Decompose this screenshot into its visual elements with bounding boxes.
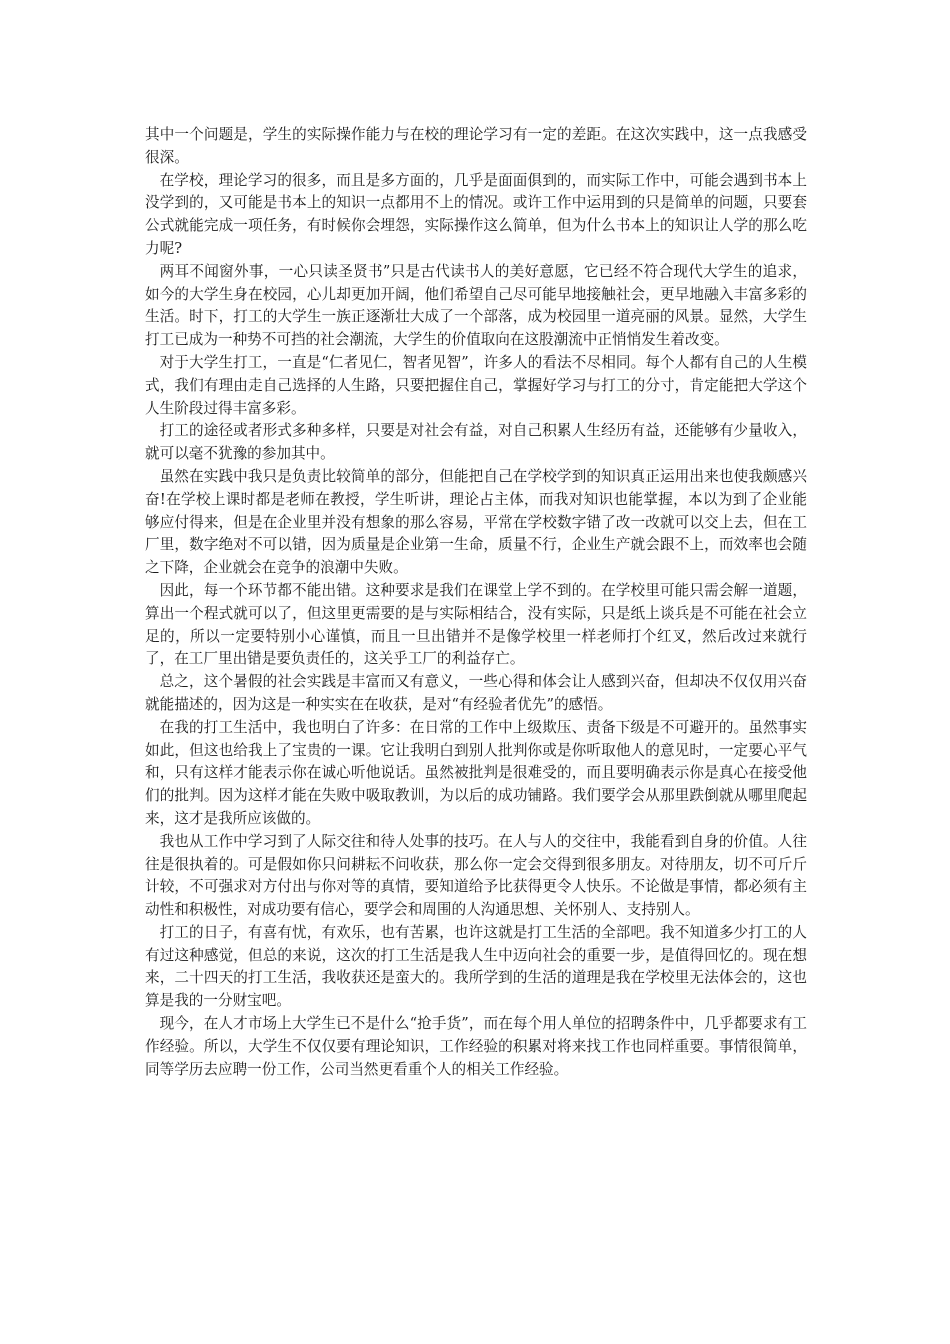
paragraph-6: 虽然在实践中我只是负责比较简单的部分，但能把自己在学校学到的知识真正运用出来也使我颇感兴奋!在学校上课时都是老师在教授，学生听讲，理论占主体，而我对知识也能掌握，本以为到了企业能够应付得来，但是在企业里并没有想象的那么容易，平常在学校数字错了改一改就可以交上去，但在工厂里，数字绝对不可以错，因为质量是企业第一生命，质量不行，企业生产就会跟不上，而效率也会随之下降，企业就会在竞争的浪潮中失败。 bbox=[145, 467, 807, 577]
paragraph-5: 打工的途径或者形式多种多样，只要是对社会有益，对自己积累人生经历有益，还能够有少量收入，就可以毫不犹豫的参加其中。 bbox=[145, 422, 807, 463]
paragraph-1: 其中一个问题是，学生的实际操作能力与在校的理论学习有一定的差距。在这次实践中，这一点我感受很深。 bbox=[145, 126, 807, 166]
paragraph-10: 我也从工作中学习到了人际交往和待人处事的技巧。在人与人的交往中，我能看到自身的价值。人往往是很执着的。可是假如你只问耕耘不问收获，那么你一定会交得到很多朋友。对待朋友，切不可斤斤计较，不可强求对方付出与你对等的真情，要知道给予比获得更令人快乐。不论做是事情，都必须有主动性和积极性，对成功要有信心，要学会和周围的人沟通思想、关怀别人、支持别人。 bbox=[145, 832, 807, 919]
paragraph-12: 现今，在人才市场上大学生已不是什么“抢手货”，而在每个用人单位的招聘条件中，几乎都要求有工作经验。所以，大学生不仅仅要有理论知识，工作经验的积累对将来找工作也同样重要。事情很简单，同等学历去应聘一份工作，公司当然更看重个人的相关工作经验。 bbox=[145, 1015, 807, 1078]
paragraph-4: 对于大学生打工，一直是“仁者见仁，智者见智”，许多人的看法不尽相同。每个人都有自己的人生模式，我们有理由走自己选择的人生路，只要把握住自己，掌握好学习与打工的分寸，肯定能把大学这个人生阶段过得丰富多彩。 bbox=[145, 353, 807, 417]
paragraph-8: 总之，这个暑假的社会实践是丰富而又有意义，一些心得和体会让人感到兴奋，但却决不仅仅用兴奋就能描述的，因为这是一种实实在在收获，是对“有经验者优先”的感悟。 bbox=[145, 673, 807, 713]
document-body bbox=[145, 124, 807, 1081]
paragraph-7: 因此，每一个环节都不能出错。这种要求是我们在课堂上学不到的。在学校里可能只需会解一道题，算出一个程式就可以了，但这里更需要的是与实际相结合，没有实际，只是纸上谈兵是不可能在社会立足的，所以一定要特别小心谨慎，而且一旦出错并不是像学校里一样老师打个红叉，然后改过来就行了，在工厂里出错是要负责任的，这关乎工厂的利益存亡。 bbox=[145, 581, 807, 668]
paragraph-11: 打工的日子，有喜有忧，有欢乐，也有苦累，也许这就是打工生活的全部吧。我不知道多少打工的人有过这种感觉，但总的来说，这次的打工生活是我人生中迈向社会的重要一步，是值得回忆的。现在想来，二十四天的打工生活，我收获还是蛮大的。我所学到的生活的道理是我在学校里无法体会的，这也算是我的一分财宝吧。 bbox=[145, 923, 807, 1010]
paragraph-2: 在学校，理论学习的很多，而且是多方面的，几乎是面面俱到的，而实际工作中，可能会遇到书本上没学到的，又可能是书本上的知识一点都用不上的情况。或许工作中运用到的只是简单的问题，只要套公式就能完成一项任务，有时候你会埋怨，实际操作这么简单，但为什么书本上的知识让人学的那么吃力呢? bbox=[145, 171, 807, 257]
paragraph-9: 在我的打工生活中，我也明白了许多：在日常的工作中上级欺压、责备下级是不可避开的。虽然事实如此，但这也给我上了宝贵的一课。它让我明白到别人批判你或是你听取他人的意见时，一定要心平气和，只有这样才能表示你在诚心听他说话。虽然被批判是很难受的，而且要明确表示你是真心在接受他们的批判。因为这样才能在失败中吸取教训，为以后的成功铺路。我们要学会从那里跌倒就从哪里爬起来，这才是我所应该做的。 bbox=[145, 718, 807, 827]
paragraph-3: 两耳不闻窗外事，一心只读圣贤书”只是古代读书人的美好意愿，它已经不符合现代大学生的追求，如今的大学生身在校园，心儿却更加开阔，他们希望自己尽可能早地接触社会，更早地融入丰富多彩的生活。时下，打工的大学生一族正逐渐壮大成了一个部落，成为校园里一道亮丽的风景。显然，大学生打工已成为一种势不可挡的社会潮流，大学生的价值取向在这股潮流中正悄悄发生着改变。 bbox=[145, 262, 807, 349]
